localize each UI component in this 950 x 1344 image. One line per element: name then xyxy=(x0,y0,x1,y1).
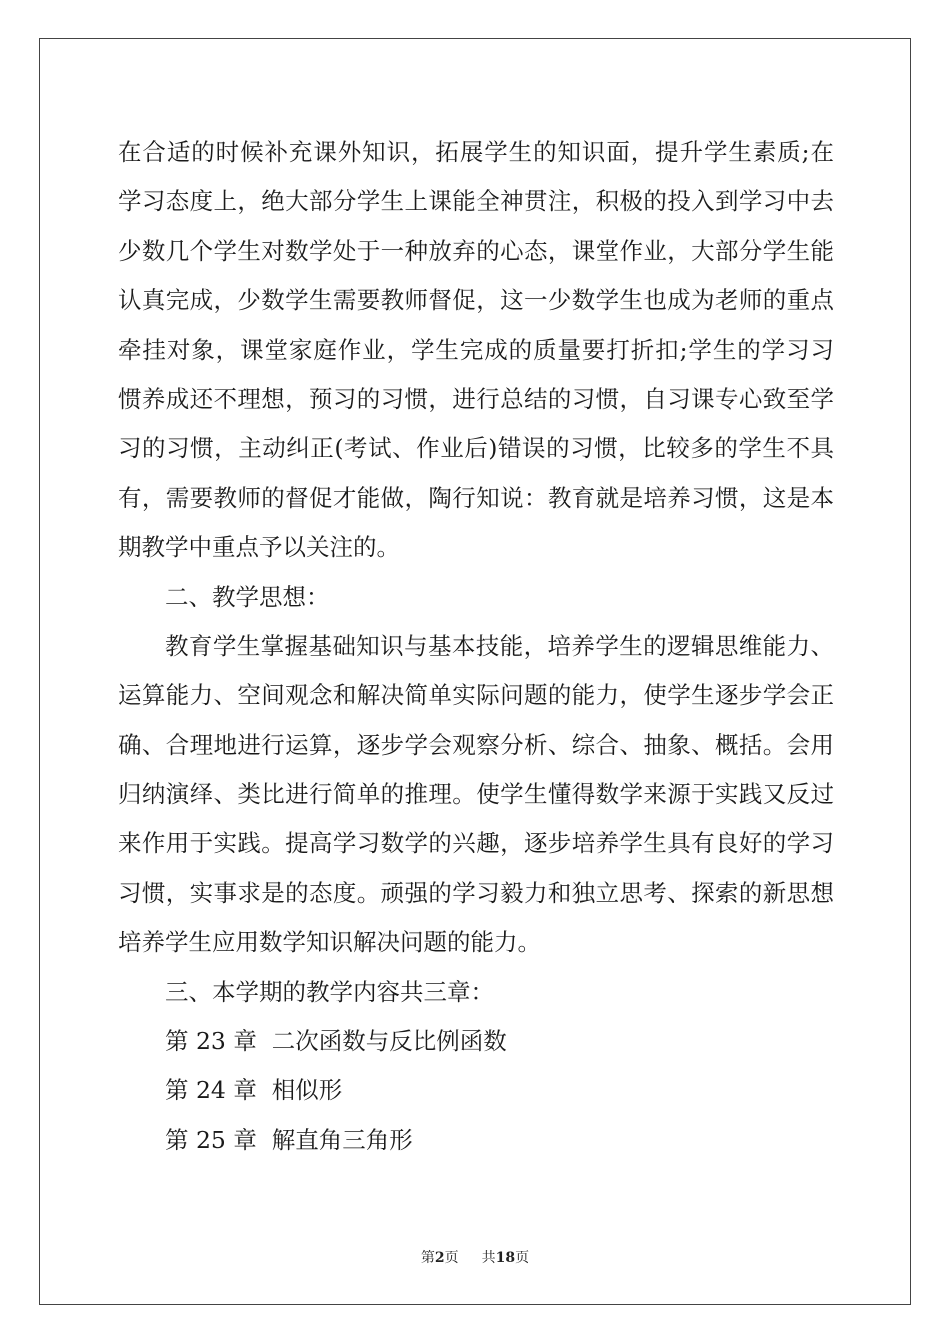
page-number xyxy=(421,1250,463,1266)
text-line: 确、合理地进行运算，逐步学会观察分析、综合、抽象、概括。会用 xyxy=(118,730,834,759)
text-line: 有，需要教师的督促才能做，陶行知说：教育就是培养习惯，这是本 xyxy=(118,483,834,512)
text-line: 在合适的时候补充课外知识，拓展学生的知识面，提升学生素质;在 xyxy=(118,138,834,166)
text-line: 少数几个学生对数学处于一种放弃的心态，课堂作业，大部分学生能 xyxy=(118,236,834,265)
total-suffix: 页 xyxy=(515,1250,530,1266)
page-total xyxy=(482,1250,529,1266)
section-heading-teaching-philosophy: 二、教学思想： xyxy=(165,582,330,611)
section-heading-teaching-content: 三、本学期的教学内容共三章： xyxy=(165,977,494,1006)
current-page: 2 xyxy=(434,1250,445,1266)
page-suffix: 页 xyxy=(444,1250,459,1266)
total-prefix: 共 xyxy=(481,1250,496,1266)
text-line: 培养学生应用数学知识解决问题的能力。 xyxy=(118,928,541,957)
chapter-item: 第 25 章 解直角三角形 xyxy=(165,1125,413,1154)
text-line: 教育学生掌握基础知识与基本技能，培养学生的逻辑思维能力、 xyxy=(165,631,834,660)
chapter-item: 第 23 章 二次函数与反比例函数 xyxy=(165,1027,507,1056)
page-prefix: 第 xyxy=(420,1250,435,1266)
chapter-list xyxy=(118,1017,834,1165)
text-line: 习惯，实事求是的态度。顽强的学习毅力和独立思考、探索的新思想 xyxy=(118,878,834,907)
text-line: 归纳演绎、类比进行简单的推理。使学生懂得数学来源于实践又反过 xyxy=(118,780,834,809)
text-line: 习的习惯，主动纠正(考试、作业后)错误的习惯，比较多的学生不具 xyxy=(118,434,834,463)
text-line: 惯养成还不理想，预习的习惯，进行总结的习惯，自习课专心致至学 xyxy=(118,384,834,413)
text-line: 牵挂对象，课堂家庭作业，学生完成的质量要打折扣;学生的学习习 xyxy=(118,335,834,364)
paragraph-learning-attitude xyxy=(118,128,834,573)
text-line: 认真完成，少数学生需要教师督促，这一少数学生也成为老师的重点 xyxy=(118,286,834,315)
document-body xyxy=(118,128,834,1165)
text-line: 期教学中重点予以关注的。 xyxy=(118,533,400,562)
text-line: 来作用于实践。提高学习数学的兴趣，逐步培养学生具有良好的学习 xyxy=(118,829,834,858)
total-pages: 18 xyxy=(495,1250,516,1266)
text-line: 学习态度上，绝大部分学生上课能全神贯注，积极的投入到学习中去 xyxy=(118,187,834,216)
text-line: 运算能力、空间观念和解决简单实际问题的能力，使学生逐步学会正 xyxy=(118,681,834,710)
paragraph-teaching-philosophy xyxy=(118,622,834,968)
chapter-item: 第 24 章 相似形 xyxy=(165,1076,343,1105)
page-footer xyxy=(0,1247,950,1267)
